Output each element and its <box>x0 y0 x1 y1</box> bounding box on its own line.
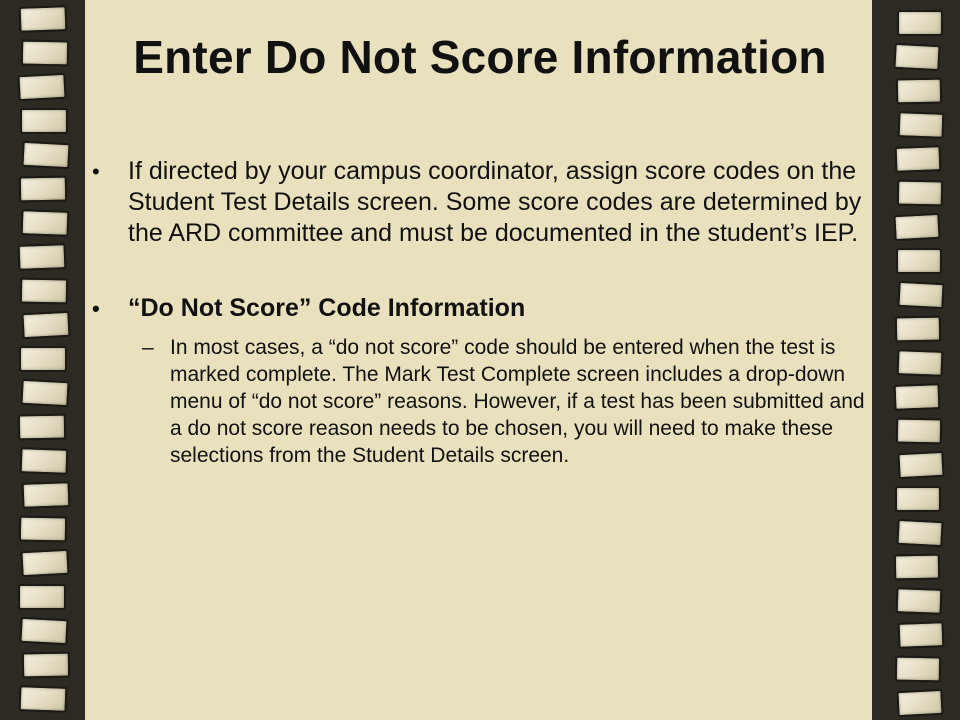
film-perforation <box>19 176 67 203</box>
film-perforation <box>897 180 943 207</box>
film-perforation <box>19 617 68 645</box>
sub-bullet-item <box>92 334 867 469</box>
film-perforation <box>21 40 69 67</box>
film-perforation <box>21 209 70 237</box>
bullet-marker: • <box>92 159 100 184</box>
film-perforation <box>18 584 66 610</box>
film-perforation <box>895 145 942 173</box>
film-perforation <box>895 486 941 512</box>
film-perforation <box>20 278 68 305</box>
film-perforation <box>896 78 942 105</box>
film-perforation <box>22 652 70 679</box>
film-perforation <box>19 685 68 713</box>
film-perforation <box>20 549 69 577</box>
film-perforation <box>19 516 67 543</box>
film-perforation <box>896 418 942 445</box>
film-perforation <box>20 379 69 407</box>
film-perforation <box>20 108 68 134</box>
film-perforation <box>19 346 67 372</box>
film-perforation <box>21 141 70 169</box>
film-perforation <box>895 656 941 683</box>
film-perforation <box>893 43 940 71</box>
film-perforation <box>897 281 944 309</box>
film-perforation <box>18 243 67 271</box>
film-perforation <box>896 248 942 274</box>
film-perforation <box>18 414 66 441</box>
bullet-marker: • <box>92 296 100 321</box>
film-perforation <box>22 481 71 509</box>
film-perforation <box>896 587 943 615</box>
film-perforation <box>894 383 941 411</box>
slide-content <box>92 156 867 469</box>
bullet-text: If directed by your campus coordinator, assign score codes on the Student Test Details screen. Some score codes are determined by the ARD committee and must be documented in the student’s IEP. <box>128 157 862 247</box>
film-perforation <box>898 621 945 649</box>
sub-bullet-text: In most cases, a “do not score” code should be entered when the test is marked complete. The Mark Test Complete screen includes a drop-down menu of “do not score” reasons. However, if a test has been submitted and a do not score reason needs to be chosen, you will need to make these selections from the Student Details screen. <box>170 336 865 467</box>
film-perforation <box>898 111 945 139</box>
slide-title: Enter Do Not Score Information <box>133 31 827 83</box>
film-perforation <box>894 554 940 581</box>
film-perforation <box>893 213 940 241</box>
film-perforation <box>897 10 943 36</box>
bullet-item <box>92 293 867 324</box>
film-perforation <box>896 519 943 547</box>
film-perforation <box>21 311 70 339</box>
bullet-item <box>92 156 867 249</box>
left-filmstrip-border <box>0 0 85 720</box>
film-perforation <box>897 451 944 479</box>
film-perforation <box>896 689 943 717</box>
film-perforation <box>897 349 944 377</box>
film-perforation <box>895 316 941 343</box>
film-perforation <box>20 447 69 475</box>
film-perforation <box>19 5 68 33</box>
bullet-heading: “Do Not Score” Code Information <box>128 294 526 322</box>
right-filmstrip-border <box>872 0 960 720</box>
film-perforation <box>17 73 66 101</box>
sub-bullet-marker: – <box>142 336 154 359</box>
